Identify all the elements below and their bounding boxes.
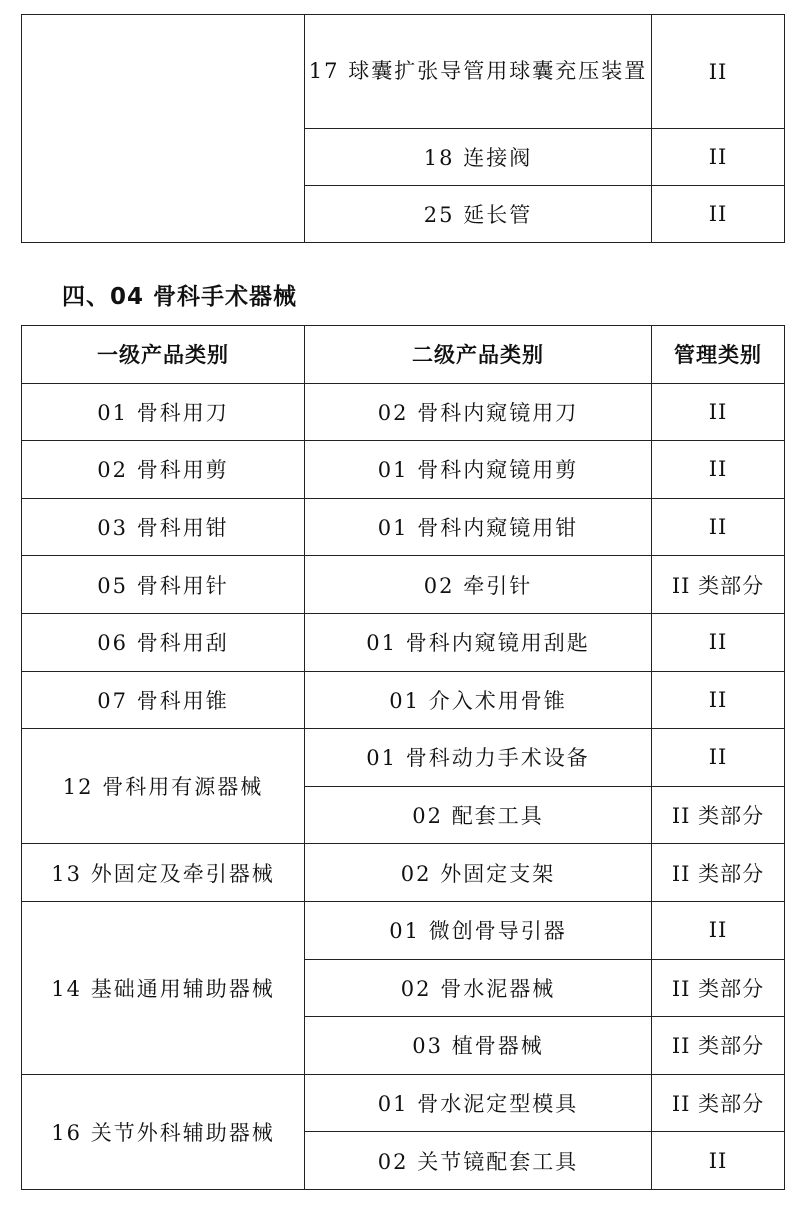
management-class-cell: II xyxy=(652,1132,785,1190)
secondary-category-cell: 02 骨科内窥镜用刀 xyxy=(305,383,652,441)
secondary-category-cell: 01 骨科内窥镜用刮匙 xyxy=(305,613,652,671)
primary-category-cell: 02 骨科用剪 xyxy=(22,441,305,499)
primary-category-cell: 06 骨科用刮 xyxy=(22,613,305,671)
primary-category-cell-empty xyxy=(22,15,305,243)
header-secondary-category: 二级产品类别 xyxy=(305,326,652,384)
management-class-cell: II 类部分 xyxy=(652,1074,785,1132)
table-row xyxy=(22,901,785,959)
secondary-category-cell: 18 连接阀 xyxy=(305,129,652,186)
secondary-category-cell: 02 关节镜配套工具 xyxy=(305,1132,652,1190)
secondary-category-cell: 02 外固定支架 xyxy=(305,844,652,902)
primary-category-cell: 05 骨科用针 xyxy=(22,556,305,614)
table-row xyxy=(22,729,785,787)
secondary-category-cell: 01 骨科内窥镜用剪 xyxy=(305,441,652,499)
secondary-category-cell: 01 介入术用骨锥 xyxy=(305,671,652,729)
secondary-category-cell: 02 骨水泥器械 xyxy=(305,959,652,1017)
management-class-cell: II xyxy=(652,441,785,499)
management-class-cell: II 类部分 xyxy=(652,959,785,1017)
header-management-class: 管理类别 xyxy=(652,326,785,384)
primary-category-cell: 13 外固定及牵引器械 xyxy=(22,844,305,902)
secondary-category-cell: 01 微创骨导引器 xyxy=(305,901,652,959)
management-class-cell: II 类部分 xyxy=(652,786,785,844)
management-class-cell: II xyxy=(652,129,785,186)
primary-category-cell: 01 骨科用刀 xyxy=(22,383,305,441)
management-class-cell: II xyxy=(652,15,785,129)
management-class-cell: II 类部分 xyxy=(652,556,785,614)
table-row xyxy=(22,1074,785,1132)
table-row xyxy=(22,556,785,614)
section-title: 四、04 骨科手术器械 xyxy=(62,284,298,310)
table-row xyxy=(22,498,785,556)
secondary-category-cell: 02 牵引针 xyxy=(305,556,652,614)
header-primary-category: 一级产品类别 xyxy=(22,326,305,384)
secondary-category-cell: 03 植骨器械 xyxy=(305,1017,652,1075)
table-row xyxy=(22,844,785,902)
table-row xyxy=(22,383,785,441)
management-class-cell: II xyxy=(652,901,785,959)
primary-category-cell: 07 骨科用锥 xyxy=(22,671,305,729)
continued-category-table xyxy=(21,14,785,243)
management-class-cell: II 类部分 xyxy=(652,1017,785,1075)
primary-category-cell: 12 骨科用有源器械 xyxy=(22,729,305,844)
secondary-category-cell: 25 延长管 xyxy=(305,186,652,243)
primary-category-cell: 03 骨科用钳 xyxy=(22,498,305,556)
secondary-category-cell: 17 球囊扩张导管用球囊充压装置 xyxy=(305,15,652,129)
management-class-cell: II xyxy=(652,498,785,556)
management-class-cell: II xyxy=(652,671,785,729)
table-row xyxy=(22,671,785,729)
management-class-cell: II xyxy=(652,383,785,441)
secondary-category-cell: 01 骨科内窥镜用钳 xyxy=(305,498,652,556)
table-row xyxy=(22,613,785,671)
secondary-category-cell: 01 骨水泥定型模具 xyxy=(305,1074,652,1132)
management-class-cell: II xyxy=(652,729,785,787)
management-class-cell: II 类部分 xyxy=(652,844,785,902)
secondary-category-cell: 01 骨科动力手术设备 xyxy=(305,729,652,787)
orthopedic-instruments-table xyxy=(21,325,785,1190)
management-class-cell: II xyxy=(652,613,785,671)
management-class-cell: II xyxy=(652,186,785,243)
table-row xyxy=(22,441,785,499)
primary-category-cell: 16 关节外科辅助器械 xyxy=(22,1074,305,1189)
primary-category-cell: 14 基础通用辅助器械 xyxy=(22,901,305,1074)
secondary-category-cell: 02 配套工具 xyxy=(305,786,652,844)
table-body xyxy=(22,383,785,1189)
